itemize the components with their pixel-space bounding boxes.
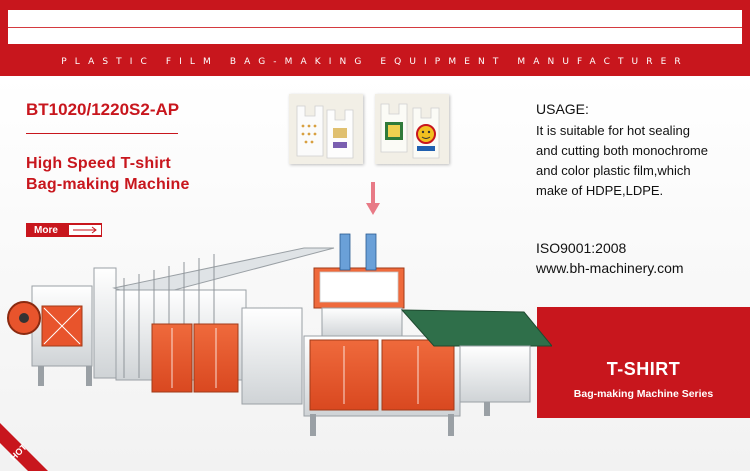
machine-illustration <box>4 228 552 453</box>
header-tagline: PLASTIC FILM BAG-MAKING EQUIPMENT MANUFACTURER <box>61 57 689 67</box>
usage-heading: USAGE: <box>536 101 589 117</box>
product-title <box>26 153 190 195</box>
usage-line: and color plastic film,which <box>536 163 691 178</box>
product-model: BT1020/1220S2-AP <box>26 100 180 119</box>
series-panel <box>537 307 750 418</box>
usage-line: make of HDPE,LDPE. <box>536 183 664 198</box>
header-band <box>0 0 750 76</box>
series-title: T-SHIRT <box>606 359 681 379</box>
header-divider-line <box>8 27 742 28</box>
usage-description <box>536 121 746 201</box>
sample-bags-photo-white <box>289 94 363 164</box>
certification-text: ISO9001:2008 <box>536 240 627 256</box>
product-title-line1: High Speed T-shirt <box>26 155 171 172</box>
website-text[interactable]: www.bh-machinery.com <box>536 260 684 276</box>
usage-line: and cutting both monochrome <box>536 143 708 158</box>
model-underline <box>26 133 178 134</box>
product-title-line2: Bag-making Machine <box>26 176 190 193</box>
series-subtitle: Bag-making Machine Series <box>573 388 714 400</box>
usage-line: It is suitable for hot sealing <box>536 123 690 138</box>
more-button-label: More <box>34 225 58 236</box>
arrow-down-icon <box>366 182 380 221</box>
hot-badge <box>0 421 56 471</box>
sample-bags-photo-printed <box>375 94 449 164</box>
hot-badge-label: HOT <box>8 441 29 463</box>
